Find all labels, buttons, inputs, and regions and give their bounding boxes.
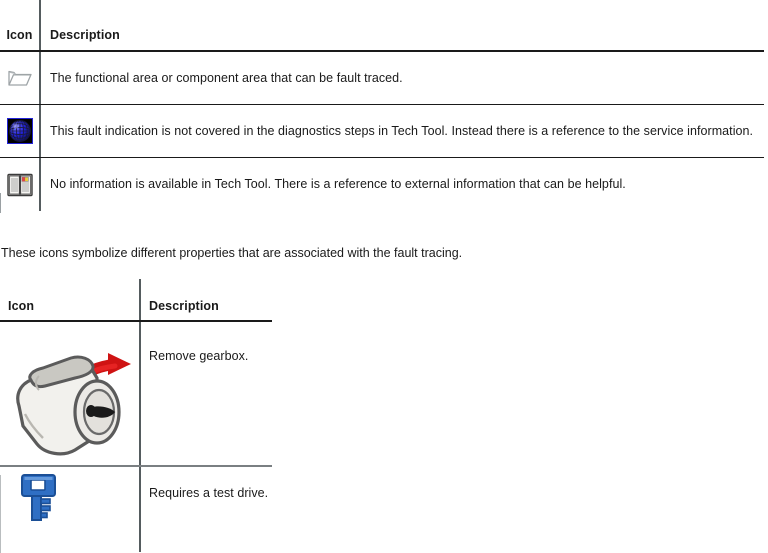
row-icon-cell [0,105,39,157]
table-left-edge [0,475,1,553]
row-icon-cell [0,467,139,542]
row-icon-cell [0,52,39,104]
test-drive-key-icon [18,472,63,524]
header-label-icon: Icon [6,28,33,42]
row-description-cell [41,158,764,211]
row-description-text: Requires a test drive. [149,486,269,500]
icon-description-table-primary [0,0,764,211]
header-label-icon: Icon [8,299,35,313]
table-row [0,105,764,158]
header-cell-description [141,299,272,320]
row-icon-cell [0,322,139,465]
open-book-icon [7,173,33,197]
table-left-edge [0,193,1,213]
row-description-cell [141,322,272,465]
header-label-description: Description [149,299,219,313]
row-description-text: The functional area or component area that can be fault traced. [50,70,403,85]
row-description-cell [41,105,764,157]
icon-description-table-secondary [0,279,272,542]
table-row [0,158,764,211]
table-row [0,52,764,105]
open-folder-icon [8,68,32,88]
column-divider-tail [139,540,141,552]
table-header-row [0,279,272,322]
header-cell-description [41,0,764,50]
row-description-cell [141,467,272,542]
intro-paragraph: These icons symbolize different properties that are associated with the fault tracing. [1,246,463,260]
remove-gearbox-icon [5,328,135,456]
table-row [0,467,272,542]
row-description-cell [41,52,764,104]
blue-globe-icon [7,118,33,144]
table-header-row [0,0,764,52]
row-icon-cell [0,158,39,211]
header-cell-icon [0,299,139,320]
header-cell-icon [0,0,39,50]
table-row [0,322,272,467]
row-description-text: This fault indication is not covered in the diagnostics steps in Tech Tool. Instead there is a reference to the service information. [50,123,754,138]
header-label-description: Description [50,28,120,42]
row-description-text: Remove gearbox. [149,349,249,363]
row-description-text: No information is available in Tech Tool. There is a reference to external information that can be helpful. [50,177,626,192]
